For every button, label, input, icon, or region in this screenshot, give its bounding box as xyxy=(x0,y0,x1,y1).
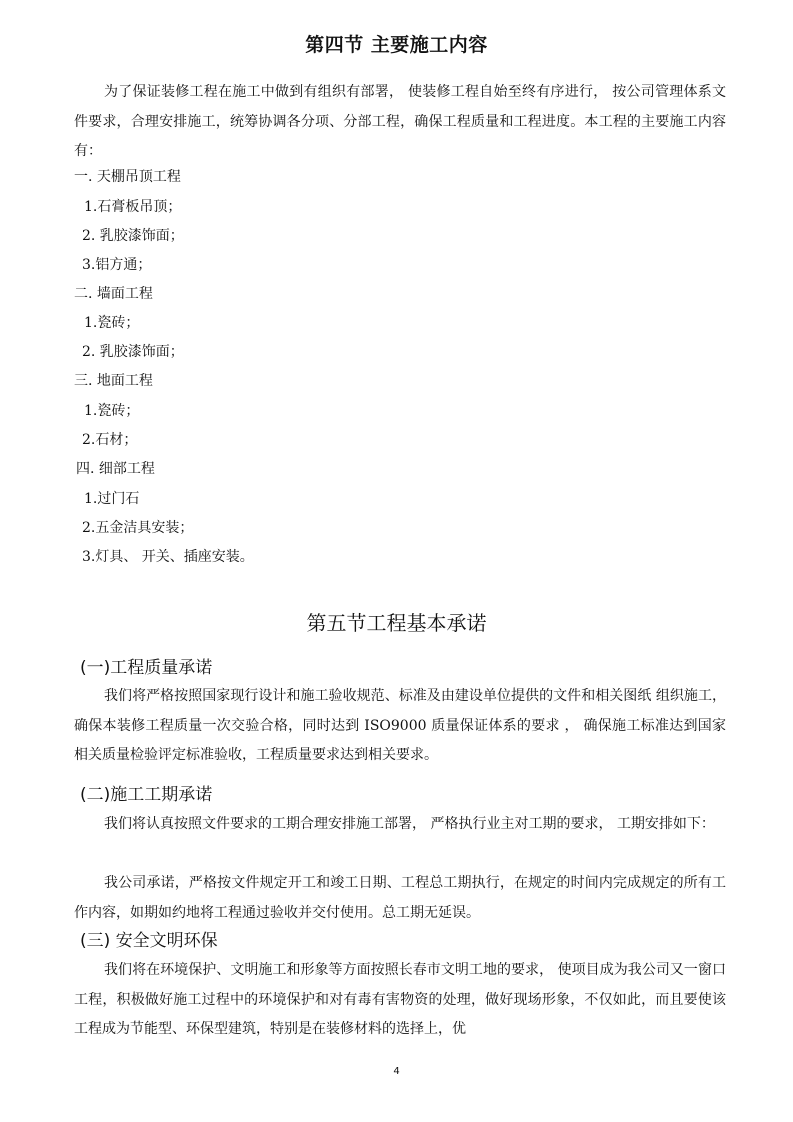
list-item: 2.石材； xyxy=(82,432,138,448)
group-heading: 二. 墙面工程 xyxy=(74,286,153,302)
list-item: 2. 乳胶漆饰面； xyxy=(82,344,184,360)
quality-text: 我们将严格按照国家现行设计和施工验收规范、标准及由建设单位提供的文件和相关图纸 组织施工，确保本装修工程质量一次交验合格，同时达到 ISO9000 质量保证体系的要求 ， 确保施工标准达到国家相关质量检验评定标准验收，工程质量要求达到相关要求。 xyxy=(74,688,726,763)
group-heading: 三. 地面工程 xyxy=(74,373,153,389)
list-item: 3.铝方通； xyxy=(82,257,152,273)
list-item: 1.石膏板吊顶； xyxy=(84,199,182,215)
section4-intro: 为了保证装修工程在施工中做到有组织有部署， 使装修工程自始至终有序进行， 按公司管理体系文件要求，合理安排施工，统筹协调各分项、分部工程，确保工程质量和工程进度。本工程的主要施工内容有： xyxy=(74,84,726,159)
list-item: 2. 乳胶漆饰面； xyxy=(82,228,184,244)
group-heading: 四. 细部工程 xyxy=(76,461,155,477)
list-item: 1.瓷砖； xyxy=(84,403,140,419)
quality-heading: (一)工程质量承诺 xyxy=(80,658,213,678)
page-number: 4 xyxy=(393,1066,400,1077)
schedule-heading: (二)施工工期承诺 xyxy=(80,785,213,805)
list-item: 2.五金洁具安装； xyxy=(82,520,194,536)
section4-title: 第四节 主要施工内容 xyxy=(305,34,488,56)
schedule-text-2: 我公司承诺，严格按文件规定开工和竣工日期、工程总工期执行，在规定的时间内完成规定的所有工作内容，如期如约地将工程通过验收并交付使用。总工期无延误。 xyxy=(74,875,726,921)
list-item: 1.过门石 xyxy=(84,491,140,507)
schedule-text-1: 我们将认真按照文件要求的工期合理安排施工部署， 严格执行业主对工期的要求， 工期安排如下： xyxy=(104,816,715,832)
list-item: 3.灯具、 开关、插座安装。 xyxy=(82,549,254,565)
section5-title: 第五节工程基本承诺 xyxy=(306,611,487,635)
group-heading: 一. 天棚吊顶工程 xyxy=(74,169,181,185)
safety-text: 我们将在环境保护、文明施工和形象等方面按照长春市文明工地的要求， 使项目成为我公司又一窗口工程，积极做好施工过程中的环境保护和对有毒有害物资的处理，做好现场形象，不仅如此，而且要使该工程成为节能型、环保型建筑，特别是在装修材料的选择上，优 xyxy=(74,962,726,1037)
safety-heading: (三) 安全文明环保 xyxy=(80,931,218,951)
list-item: 1.瓷砖； xyxy=(84,315,140,331)
